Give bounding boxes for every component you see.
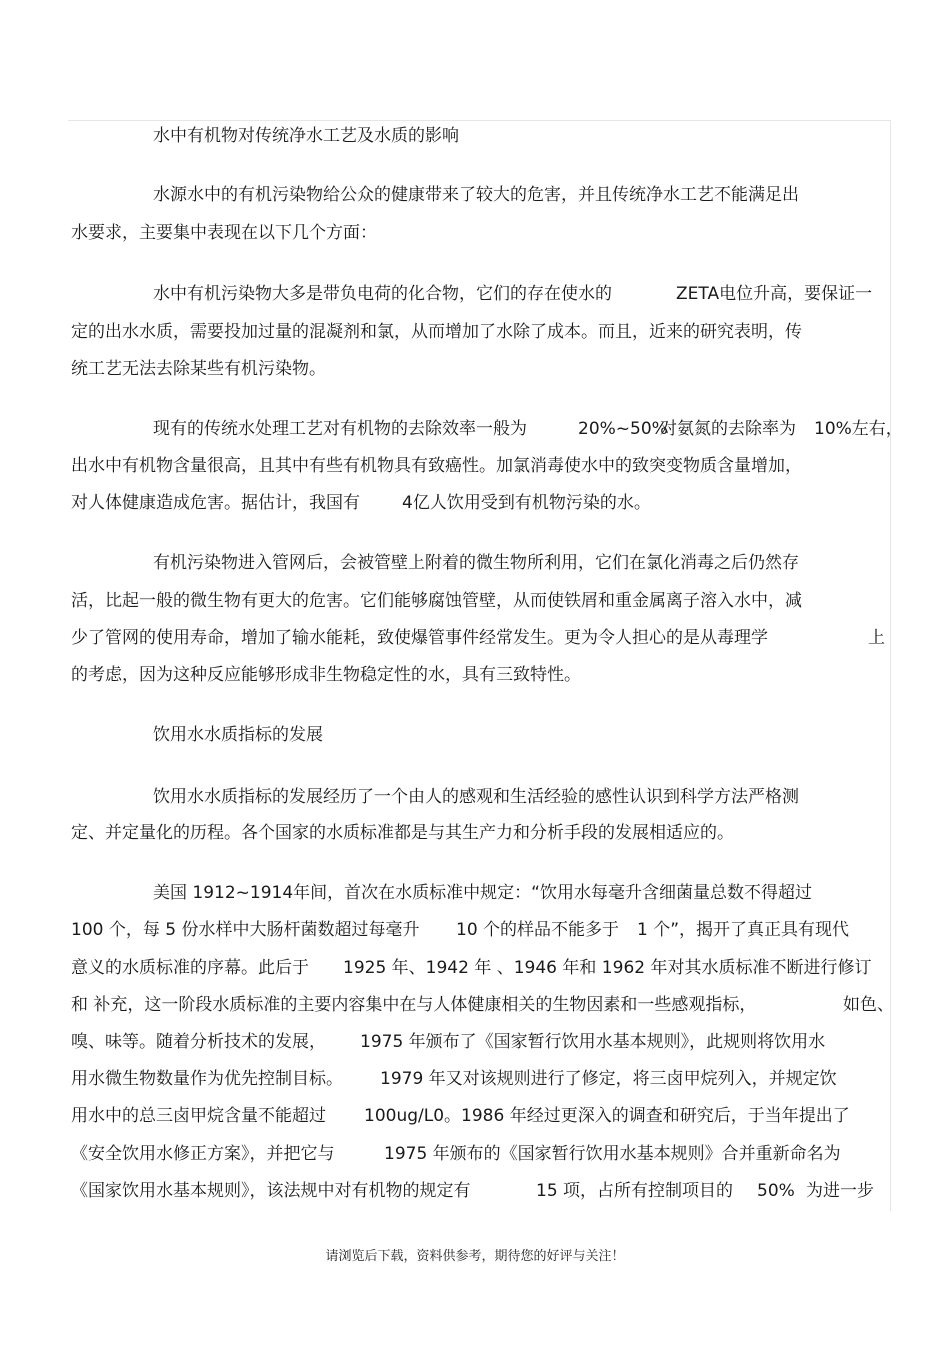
paragraph-6-line-5a: 嗅、味等。随着分析技术的发展， [71,1032,326,1052]
document-title: 水中有机物对传统净水工艺及水质的影响 [153,126,459,146]
page-footer: 请浏览后下载，资料供参考，期待您的好评与关注！ [325,1249,625,1264]
paragraph-2-line-3: 统工艺无法去除某些有机污染物。 [71,359,326,379]
paragraph-6-line-4b: 如色、 [843,995,894,1015]
paragraph-6-line-6b: 1979 年又对该规则进行了修定，将三卤甲烷列入，并规定饮 [380,1069,837,1089]
paragraph-6-line-6a: 用水微生物数量作为优先控制目标。 [71,1069,343,1089]
paragraph-3-line-1b: 20%~50% [578,419,668,439]
paragraph-3-line-1d: 10%左右， [814,419,903,439]
paragraph-6-line-7a: 用水中的总三卤甲烷含量不能超过 [71,1106,326,1126]
paragraph-6-line-9a: 《国家饮用水基本规则》，该法规中对有机物的规定有 [71,1181,471,1201]
paragraph-6-line-7b: 100ug/L0。1986 年经过更深入的调查和研究后，于当年提出了 [364,1106,850,1126]
paragraph-6-line-4a: 和 补充，这一阶段水质标准的主要内容集中在与人体健康相关的生物因素和一些感观指标， [71,995,757,1015]
paragraph-6-line-9d: 为进一步 [806,1181,874,1201]
paragraph-2-line-1b: ZETA电位升高，要保证一 [676,284,873,304]
paragraph-6-line-2c: 1 个”，揭开了真正具有现代 [637,920,850,940]
paragraph-3-line-3a: 对人体健康造成危害。据估计，我国有 [71,493,360,513]
paragraph-2-line-2: 定的出水水质，需要投加过量的混凝剂和氯，从而增加了水除了成本。而且，近来的研究表明，传 [71,322,802,342]
paragraph-3-line-2: 出水中有机物含量很高，且其中有些有机物具有致癌性。加氯消毒使水中的致突变物质含量增加， [71,456,802,476]
paragraph-4-line-1: 有机污染物进入管网后，会被管壁上附着的微生物所利用，它们在氯化消毒之后仍然存 [153,553,799,573]
paragraph-6-line-5b: 1975 年颁布了《国家暂行饮用水基本规则》，此规则将饮用水 [360,1032,826,1052]
paragraph-4-line-2: 活，比起一般的微生物有更大的危害。它们能够腐蚀管壁，从而使铁屑和重金属离子溶入水中，减 [71,591,802,611]
paragraph-2-line-1a: 水中有机污染物大多是带负电荷的化合物，它们的存在使水的 [153,284,612,304]
paragraph-4-line-4: 的考虑，因为这种反应能够形成非生物稳定性的水，具有三致特性。 [71,665,581,685]
paragraph-6-line-8b: 1975 年颁布的《国家暂行饮用水基本规则》合并重新命名为 [384,1144,841,1164]
section-heading: 饮用水水质指标的发展 [153,725,323,745]
paragraph-6-line-9c: 50% [757,1181,795,1201]
paragraph-1-line-1: 水源水中的有机污染物给公众的健康带来了较大的危害，并且传统净水工艺不能满足出 [153,185,799,205]
paragraph-3-line-1a: 现有的传统水处理工艺对有机物的去除效率一般为 [153,419,527,439]
paragraph-3-line-3b: 4亿人饮用受到有机物污染的水。 [402,493,651,513]
paragraph-6-line-2b: 10 个的样品不能多于 [456,920,620,940]
paragraph-6-line-3a: 意义的水质标准的序幕。此后于 [71,958,309,978]
paragraph-4-line-3a: 少了管网的使用寿命，增加了输水能耗，致使爆管事件经常发生。更为令人担心的是从毒理学 [71,628,768,648]
paragraph-6-line-3b: 1925 年、1942 年 、1946 年和 1962 年对其水质标准不断进行修订 [343,958,872,978]
paragraph-3-line-1c: 对氨氮的去除率为 [660,419,796,439]
paragraph-6-line-8a: 《安全饮用水修正方案》，并把它与 [71,1144,335,1164]
paragraph-6-line-1: 美国 1912~1914年间，首次在水质标准中规定：“饮用水每毫升含细菌量总数不得超过 [153,883,812,903]
paragraph-5-line-2: 定、并定量化的历程。各个国家的水质标准都是与其生产力和分析手段的发展相适应的。 [71,823,734,843]
paragraph-6-line-2a: 100 个，每 5 份水样中大肠杆菌数超过每毫升 [71,920,420,940]
paragraph-1-line-2: 水要求，主要集中表现在以下几个方面： [71,223,377,243]
paragraph-4-line-3b: 上 [868,628,885,648]
paragraph-5-line-1: 饮用水水质指标的发展经历了一个由人的感观和生活经验的感性认识到科学方法严格测 [153,787,799,807]
paragraph-6-line-9b: 15 项，占所有控制项目的 [536,1181,734,1201]
